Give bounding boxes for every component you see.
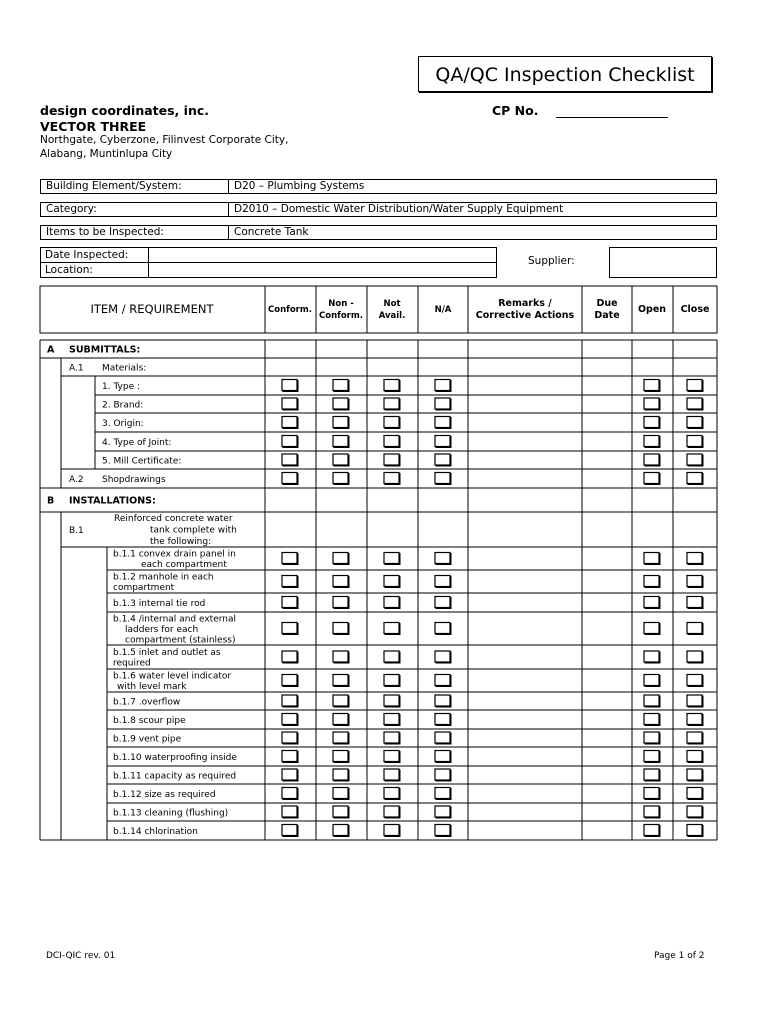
- section-title: INSTALLATIONS:: [69, 495, 156, 507]
- checklist-item-label: b.1.4 /internal and external: [113, 614, 236, 625]
- conform-checkbox[interactable]: [282, 825, 298, 837]
- na-checkbox[interactable]: [435, 714, 451, 726]
- not-available-checkbox[interactable]: [384, 623, 400, 635]
- open-checkbox[interactable]: [644, 732, 660, 744]
- not-available-checkbox[interactable]: [384, 825, 400, 837]
- close-checkbox[interactable]: [687, 769, 703, 781]
- header-na: N/A: [434, 305, 452, 315]
- document-title: QA/QC Inspection Checklist: [418, 56, 712, 92]
- subsection-title: Shopdrawings: [102, 475, 166, 485]
- footer-revision: DCI-QIC rev. 01: [46, 951, 116, 961]
- checklist-item-label: each compartment: [141, 560, 227, 570]
- conform-checkbox[interactable]: [282, 417, 298, 429]
- open-checkbox[interactable]: [644, 806, 660, 818]
- open-checkbox[interactable]: [644, 417, 660, 429]
- na-checkbox[interactable]: [435, 651, 451, 663]
- open-checkbox[interactable]: [644, 651, 660, 663]
- nonconform-checkbox[interactable]: [333, 751, 349, 763]
- checklist-item-label: required: [113, 658, 151, 669]
- close-checkbox[interactable]: [687, 675, 703, 687]
- checklist-item-label: 1. Type :: [102, 382, 141, 392]
- checklist-item-label: b.1.7 .overflow: [113, 697, 181, 708]
- cp-number-label: CP No.: [492, 103, 539, 118]
- header-close: Close: [680, 304, 710, 315]
- checklist-item-label: b.1.2 manhole in each: [113, 572, 214, 583]
- not-available-checkbox[interactable]: [384, 695, 400, 707]
- na-checkbox[interactable]: [435, 436, 451, 448]
- nonconform-checkbox[interactable]: [333, 436, 349, 448]
- nonconform-checkbox[interactable]: [333, 454, 349, 466]
- header-due-date: Date: [594, 310, 620, 321]
- header-open: Open: [637, 304, 667, 315]
- section-title: SUBMITTALS:: [69, 344, 141, 356]
- na-checkbox[interactable]: [435, 553, 451, 565]
- checklist-item-label: b.1.6 water level indicator: [113, 671, 232, 682]
- not-available-checkbox[interactable]: [384, 651, 400, 663]
- section-letter: A: [47, 344, 55, 356]
- header-nonconform: Conform.: [319, 311, 363, 321]
- nonconform-checkbox[interactable]: [333, 806, 349, 818]
- header-remarks: Remarks /: [498, 298, 552, 309]
- nonconform-checkbox[interactable]: [333, 769, 349, 781]
- checklist-item-label: compartment: [113, 583, 175, 593]
- open-checkbox[interactable]: [644, 623, 660, 635]
- close-checkbox[interactable]: [687, 651, 703, 663]
- header-nonconform: Non -: [328, 299, 354, 309]
- na-checkbox[interactable]: [435, 623, 451, 635]
- supplier-label: Supplier:: [528, 255, 575, 267]
- na-checkbox[interactable]: [435, 695, 451, 707]
- subsection-code: A.2: [69, 475, 84, 485]
- nonconform-checkbox[interactable]: [333, 417, 349, 429]
- checklist-item-label: b.1.9 vent pipe: [113, 734, 182, 745]
- na-checkbox[interactable]: [435, 806, 451, 818]
- open-checkbox[interactable]: [644, 695, 660, 707]
- open-checkbox[interactable]: [644, 675, 660, 687]
- not-available-checkbox[interactable]: [384, 398, 400, 410]
- close-checkbox[interactable]: [687, 751, 703, 763]
- section-letter: B: [47, 495, 55, 507]
- not-available-checkbox[interactable]: [384, 714, 400, 726]
- na-checkbox[interactable]: [435, 597, 451, 609]
- open-checkbox[interactable]: [644, 436, 660, 448]
- na-checkbox[interactable]: [435, 732, 451, 744]
- na-checkbox[interactable]: [435, 825, 451, 837]
- checklist-item-label: b.1.12 size as required: [113, 789, 216, 800]
- info-value: D2010 – Domestic Water Distribution/Water Supply Equipment: [234, 203, 564, 215]
- checklist-item-label: compartment (stainless): [125, 635, 236, 646]
- not-available-checkbox[interactable]: [384, 675, 400, 687]
- subsection-title: Materials:: [102, 363, 147, 374]
- close-checkbox[interactable]: [687, 454, 703, 466]
- header-not-available: Avail.: [378, 311, 406, 321]
- close-checkbox[interactable]: [687, 380, 703, 392]
- nonconform-checkbox[interactable]: [333, 553, 349, 565]
- nonconform-checkbox[interactable]: [333, 398, 349, 410]
- not-available-checkbox[interactable]: [384, 732, 400, 744]
- close-checkbox[interactable]: [687, 695, 703, 707]
- header-not-available: Not: [383, 299, 401, 309]
- checklist-item-label: b.1.10 waterproofing inside: [113, 752, 237, 763]
- conform-checkbox[interactable]: [282, 623, 298, 635]
- not-available-checkbox[interactable]: [384, 769, 400, 781]
- info-value: D20 – Plumbing Systems: [234, 180, 365, 192]
- info-label: Category:: [46, 203, 97, 215]
- conform-checkbox[interactable]: [282, 380, 298, 392]
- close-checkbox[interactable]: [687, 398, 703, 410]
- na-checkbox[interactable]: [435, 751, 451, 763]
- checklist-item-label: b.1.3 internal tie rod: [113, 598, 206, 609]
- close-checkbox[interactable]: [687, 436, 703, 448]
- nonconform-checkbox[interactable]: [333, 825, 349, 837]
- nonconform-checkbox[interactable]: [333, 732, 349, 744]
- subsection-title: tank complete with: [150, 525, 237, 536]
- checklist-item-label: 3. Origin:: [102, 419, 144, 429]
- header-due-date: Due: [596, 298, 618, 309]
- info-label: Items to be Inspected:: [46, 226, 164, 238]
- conform-checkbox[interactable]: [282, 651, 298, 663]
- not-available-checkbox[interactable]: [384, 788, 400, 800]
- footer-page-number: Page 1 of 2: [654, 951, 705, 961]
- not-available-checkbox[interactable]: [384, 454, 400, 466]
- conform-checkbox[interactable]: [282, 454, 298, 466]
- conform-checkbox[interactable]: [282, 398, 298, 410]
- close-checkbox[interactable]: [687, 473, 703, 485]
- nonconform-checkbox[interactable]: [333, 675, 349, 687]
- checklist-item-label: ladders for each: [125, 624, 199, 635]
- nonconform-checkbox[interactable]: [333, 695, 349, 707]
- na-checkbox[interactable]: [435, 417, 451, 429]
- close-checkbox[interactable]: [687, 597, 703, 609]
- close-checkbox[interactable]: [687, 553, 703, 565]
- close-checkbox[interactable]: [687, 623, 703, 635]
- open-checkbox[interactable]: [644, 714, 660, 726]
- project-name: VECTOR THREE: [40, 119, 147, 134]
- close-checkbox[interactable]: [687, 825, 703, 837]
- address-line-2: Alabang, Muntinlupa City: [40, 148, 173, 160]
- conform-checkbox[interactable]: [282, 576, 298, 588]
- conform-checkbox[interactable]: [282, 553, 298, 565]
- na-checkbox[interactable]: [435, 454, 451, 466]
- nonconform-checkbox[interactable]: [333, 714, 349, 726]
- conform-checkbox[interactable]: [282, 473, 298, 485]
- not-available-checkbox[interactable]: [384, 597, 400, 609]
- conform-checkbox[interactable]: [282, 597, 298, 609]
- open-checkbox[interactable]: [644, 553, 660, 565]
- checklist-item-label: with level mark: [117, 682, 187, 692]
- not-available-checkbox[interactable]: [384, 576, 400, 588]
- conform-checkbox[interactable]: [282, 714, 298, 726]
- checklist-item-label: 2. Brand:: [102, 400, 144, 411]
- nonconform-checkbox[interactable]: [333, 576, 349, 588]
- close-checkbox[interactable]: [687, 788, 703, 800]
- conform-checkbox[interactable]: [282, 675, 298, 687]
- nonconform-checkbox[interactable]: [333, 380, 349, 392]
- header-item-requirement: ITEM / REQUIREMENT: [90, 302, 214, 316]
- checklist-item-label: b.1.13 cleaning (flushing): [113, 808, 229, 819]
- date-inspected-label: Date Inspected:: [45, 249, 129, 261]
- open-checkbox[interactable]: [644, 597, 660, 609]
- company-name: design coordinates, inc.: [40, 103, 210, 118]
- open-checkbox[interactable]: [644, 380, 660, 392]
- open-checkbox[interactable]: [644, 454, 660, 466]
- subsection-code: B.1: [69, 526, 84, 536]
- subsection-title: the following:: [150, 537, 212, 547]
- conform-checkbox[interactable]: [282, 695, 298, 707]
- conform-checkbox[interactable]: [282, 732, 298, 744]
- open-checkbox[interactable]: [644, 769, 660, 781]
- checklist-item-label: b.1.8 scour pipe: [113, 715, 186, 726]
- location-label: Location:: [45, 264, 93, 276]
- conform-checkbox[interactable]: [282, 806, 298, 818]
- not-available-checkbox[interactable]: [384, 417, 400, 429]
- conform-checkbox[interactable]: [282, 769, 298, 781]
- conform-checkbox[interactable]: [282, 436, 298, 448]
- not-available-checkbox[interactable]: [384, 473, 400, 485]
- info-label: Building Element/System:: [46, 180, 182, 192]
- checklist-item-label: 5. Mill Certificate:: [102, 456, 182, 467]
- open-checkbox[interactable]: [644, 825, 660, 837]
- subsection-title: Reinforced concrete water: [114, 514, 233, 524]
- close-checkbox[interactable]: [687, 732, 703, 744]
- info-value: Concrete Tank: [234, 226, 309, 238]
- not-available-checkbox[interactable]: [384, 751, 400, 763]
- conform-checkbox[interactable]: [282, 788, 298, 800]
- na-checkbox[interactable]: [435, 788, 451, 800]
- not-available-checkbox[interactable]: [384, 806, 400, 818]
- conform-checkbox[interactable]: [282, 751, 298, 763]
- na-checkbox[interactable]: [435, 380, 451, 392]
- nonconform-checkbox[interactable]: [333, 597, 349, 609]
- checklist-item-label: b.1.5 inlet and outlet as: [113, 648, 221, 658]
- nonconform-checkbox[interactable]: [333, 651, 349, 663]
- close-checkbox[interactable]: [687, 417, 703, 429]
- not-available-checkbox[interactable]: [384, 553, 400, 565]
- checklist-item-label: b.1.11 capacity as required: [113, 771, 237, 782]
- checklist-item-label: b.1.1 convex drain panel in: [113, 549, 236, 560]
- checklist-item-label: b.1.14 chlorination: [113, 826, 198, 837]
- not-available-checkbox[interactable]: [384, 436, 400, 448]
- close-checkbox[interactable]: [687, 576, 703, 588]
- subsection-code: A.1: [69, 363, 84, 374]
- na-checkbox[interactable]: [435, 675, 451, 687]
- not-available-checkbox[interactable]: [384, 380, 400, 392]
- open-checkbox[interactable]: [644, 788, 660, 800]
- nonconform-checkbox[interactable]: [333, 788, 349, 800]
- nonconform-checkbox[interactable]: [333, 473, 349, 485]
- header-conform: Conform.: [268, 305, 312, 315]
- open-checkbox[interactable]: [644, 398, 660, 410]
- header-remarks: Corrective Actions: [475, 310, 575, 321]
- open-checkbox[interactable]: [644, 473, 660, 485]
- na-checkbox[interactable]: [435, 398, 451, 410]
- address-line-1: Northgate, Cyberzone, Filinvest Corporate City,: [40, 134, 289, 146]
- na-checkbox[interactable]: [435, 473, 451, 485]
- open-checkbox[interactable]: [644, 751, 660, 763]
- na-checkbox[interactable]: [435, 769, 451, 781]
- checklist-item-label: 4. Type of Joint:: [102, 438, 172, 448]
- open-checkbox[interactable]: [644, 576, 660, 588]
- close-checkbox[interactable]: [687, 714, 703, 726]
- na-checkbox[interactable]: [435, 576, 451, 588]
- nonconform-checkbox[interactable]: [333, 623, 349, 635]
- close-checkbox[interactable]: [687, 806, 703, 818]
